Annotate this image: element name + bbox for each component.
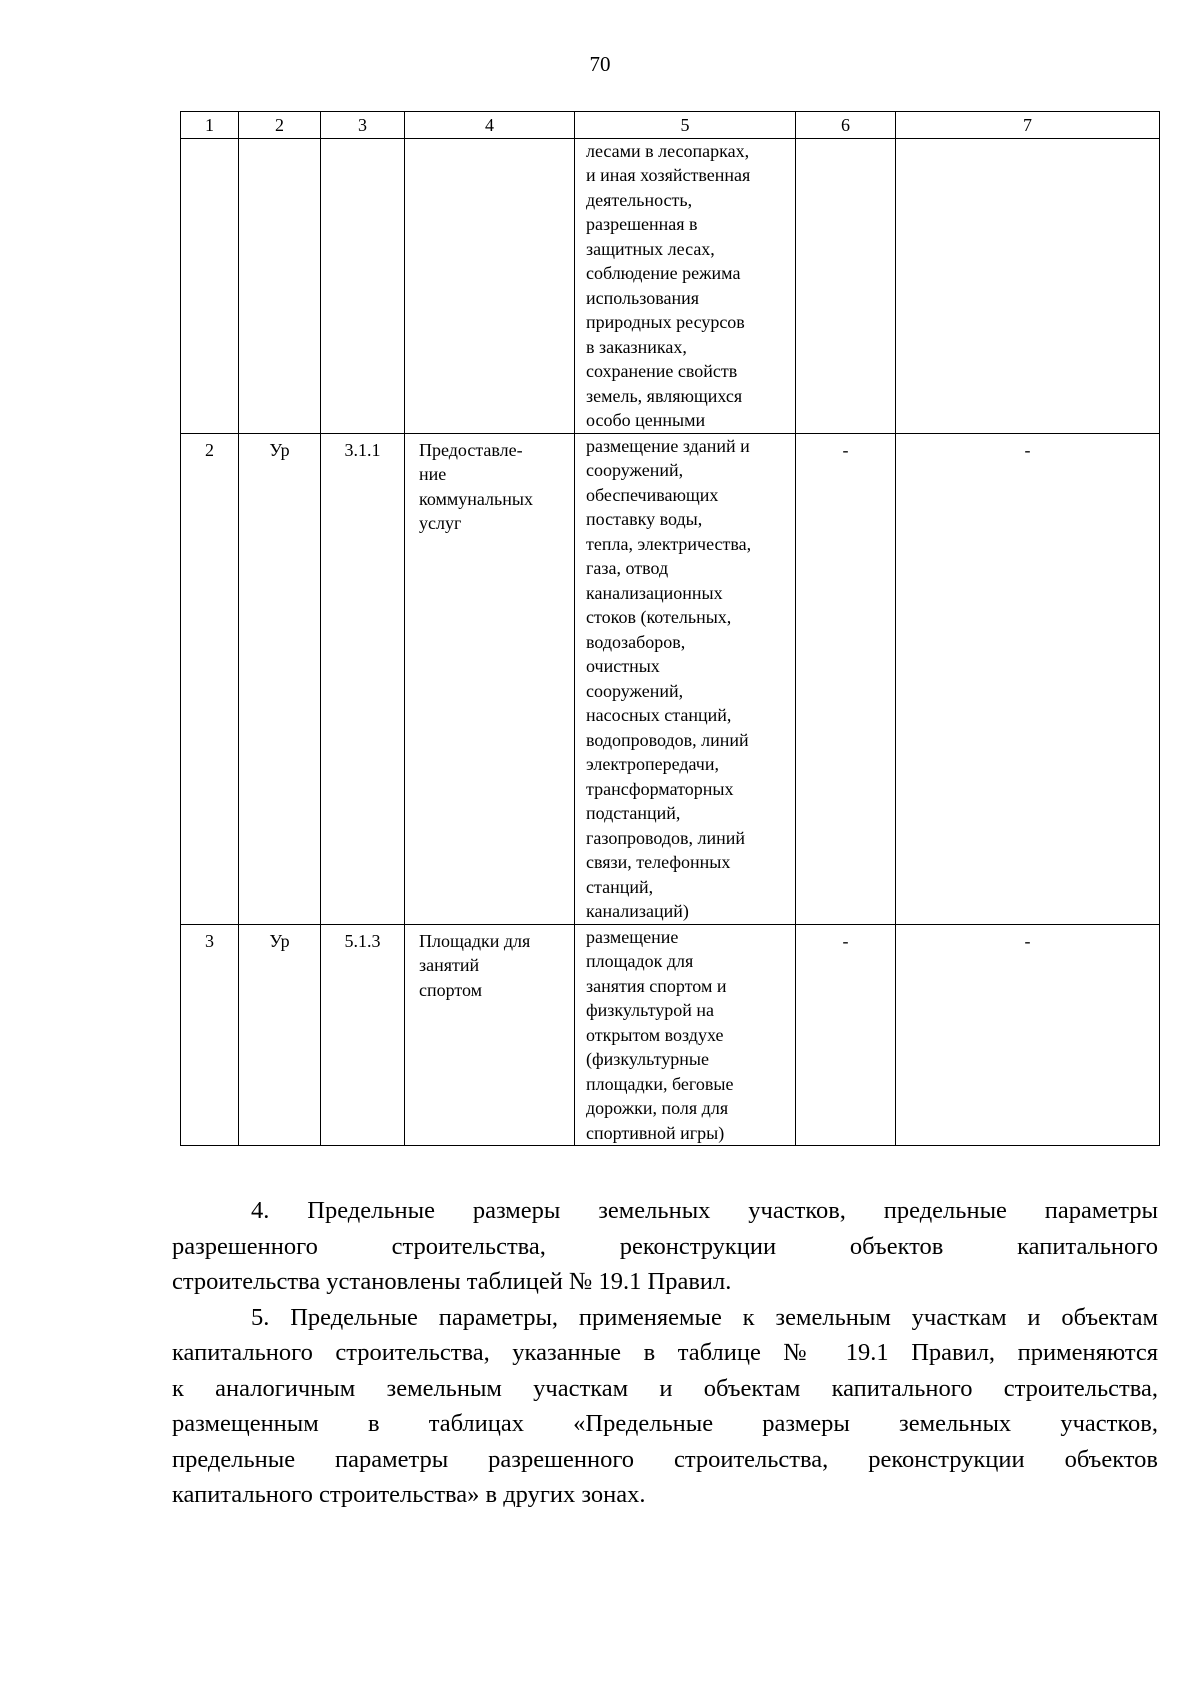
column-6-cell (796, 138, 896, 433)
description-line: использования (586, 287, 700, 308)
description-line: водозаборов, (586, 631, 686, 652)
use-name-cell (405, 924, 575, 1146)
column-6-cell: - (796, 924, 896, 1146)
description-line: (физкультурные (586, 1049, 709, 1069)
row-number-cell: 2 (181, 433, 239, 924)
header-col-6: 6 (796, 112, 896, 139)
classifier-code-cell: 3.1.1 (321, 433, 405, 924)
description-line: природных ресурсов (586, 312, 745, 332)
zone-code-cell (239, 138, 321, 433)
description-line: открытом воздухе (586, 1024, 724, 1045)
use-description-cell (575, 924, 796, 1146)
table-row (181, 433, 1160, 924)
paragraph-line: к аналогичным земельным участкам и объектам капитального строительства, (172, 1374, 1158, 1402)
description-line: физкультурой на (586, 1000, 714, 1020)
paragraph-line: размещенным в таблицах «Предельные размеры земельных участков, (172, 1410, 1158, 1437)
paragraph-line: разрешенного строительства, реконструкции объектов капитального (172, 1232, 1158, 1260)
description-line: соблюдение режима (586, 263, 741, 283)
zoning-table (180, 111, 1160, 1146)
description-line: земель, являющихся (586, 385, 743, 406)
use-name-line: коммунальных (419, 488, 533, 509)
description-line: обеспечивающих (586, 484, 719, 505)
use-name-line: Площадки для (419, 930, 531, 951)
description-line: поставку воды, (586, 509, 703, 529)
description-line: сооружений, (586, 680, 684, 701)
paragraph-line: капитального строительства» в других зонах. (172, 1481, 646, 1508)
description-line: стоков (котельных, (586, 607, 732, 627)
use-name-cell (405, 138, 575, 433)
zone-code-cell: Ур (239, 924, 321, 1146)
paragraph-line: предельные параметры разрешенного строительства, реконструкции объектов (172, 1445, 1158, 1473)
table-header-row (181, 112, 1160, 139)
use-name-line: услуг (419, 513, 462, 533)
description-line: площадок для (586, 951, 694, 971)
use-name-line: занятий (419, 955, 480, 975)
description-line: трансформаторных (586, 778, 734, 799)
row-number-cell: 3 (181, 924, 239, 1146)
use-name-cell (405, 433, 575, 924)
description-line: и иная хозяйственная (586, 165, 751, 185)
description-line: электропередачи, (586, 754, 719, 774)
use-name-line: Предоставле- (419, 439, 523, 460)
description-line: газопроводов, линий (586, 827, 746, 848)
classifier-code-cell (321, 138, 405, 433)
use-name-line: ние (419, 464, 447, 484)
description-line: защитных лесах, (586, 238, 715, 259)
description-line: занятия спортом и (586, 975, 727, 996)
zone-code-cell: Ур (239, 433, 321, 924)
description-line: станций, (586, 876, 654, 897)
page-number: 70 (589, 52, 611, 76)
description-line: в заказниках, (586, 336, 687, 357)
paragraph-line: строительства установлены таблицей № 19.1 Правил. (172, 1268, 732, 1295)
header-col-4: 4 (405, 112, 575, 139)
description-line: водопроводов, линий (586, 729, 749, 750)
description-line: деятельность, (586, 189, 693, 210)
description-line: подстанций, (586, 803, 681, 823)
header-col-5: 5 (575, 112, 796, 139)
description-line: канализационных (586, 582, 723, 603)
description-line: лесами в лесопарках, (586, 140, 750, 161)
paragraph-line: 4. Предельные размеры земельных участков, предельные параметры (251, 1197, 1158, 1224)
table-row (181, 924, 1160, 1146)
description-line: сохранение свойств (586, 361, 738, 381)
description-line: газа, отвод (586, 558, 669, 578)
use-description-cell (575, 433, 796, 924)
column-7-cell: - (896, 924, 1160, 1146)
header-col-1: 1 (181, 112, 239, 139)
column-7-cell (896, 138, 1160, 433)
description-line: разрешенная в (586, 214, 698, 234)
table-row (181, 138, 1160, 433)
column-7-cell: - (896, 433, 1160, 924)
header-col-7: 7 (896, 112, 1160, 139)
row-number-cell (181, 138, 239, 433)
description-line: размещение (586, 926, 679, 947)
use-description-cell (575, 138, 796, 433)
description-line: очистных (586, 656, 660, 676)
header-col-3: 3 (321, 112, 405, 139)
description-line: тепла, электричества, (586, 533, 752, 554)
paragraph-line: 5. Предельные параметры, применяемые к земельным участкам и объектам (251, 1303, 1158, 1331)
use-name-line: спортом (419, 979, 483, 1000)
paragraph-4 (172, 1193, 1158, 1300)
header-col-2: 2 (239, 112, 321, 139)
description-line: особо ценными (586, 410, 706, 430)
body-text (172, 1193, 1158, 1513)
description-line: сооружений, (586, 460, 684, 480)
description-line: дорожки, поля для (586, 1098, 729, 1118)
description-line: канализаций) (586, 901, 689, 921)
description-line: площадки, беговые (586, 1073, 734, 1094)
column-6-cell: - (796, 433, 896, 924)
paragraph-line: капитального строительства, указанные в таблице № 19.1 Правил, применяются (172, 1339, 1158, 1366)
paragraph-5 (172, 1300, 1158, 1513)
description-line: размещение зданий и (586, 435, 750, 456)
description-line: спортивной игры) (586, 1122, 725, 1143)
description-line: насосных станций, (586, 705, 732, 725)
classifier-code-cell: 5.1.3 (321, 924, 405, 1146)
description-line: связи, телефонных (586, 852, 731, 872)
